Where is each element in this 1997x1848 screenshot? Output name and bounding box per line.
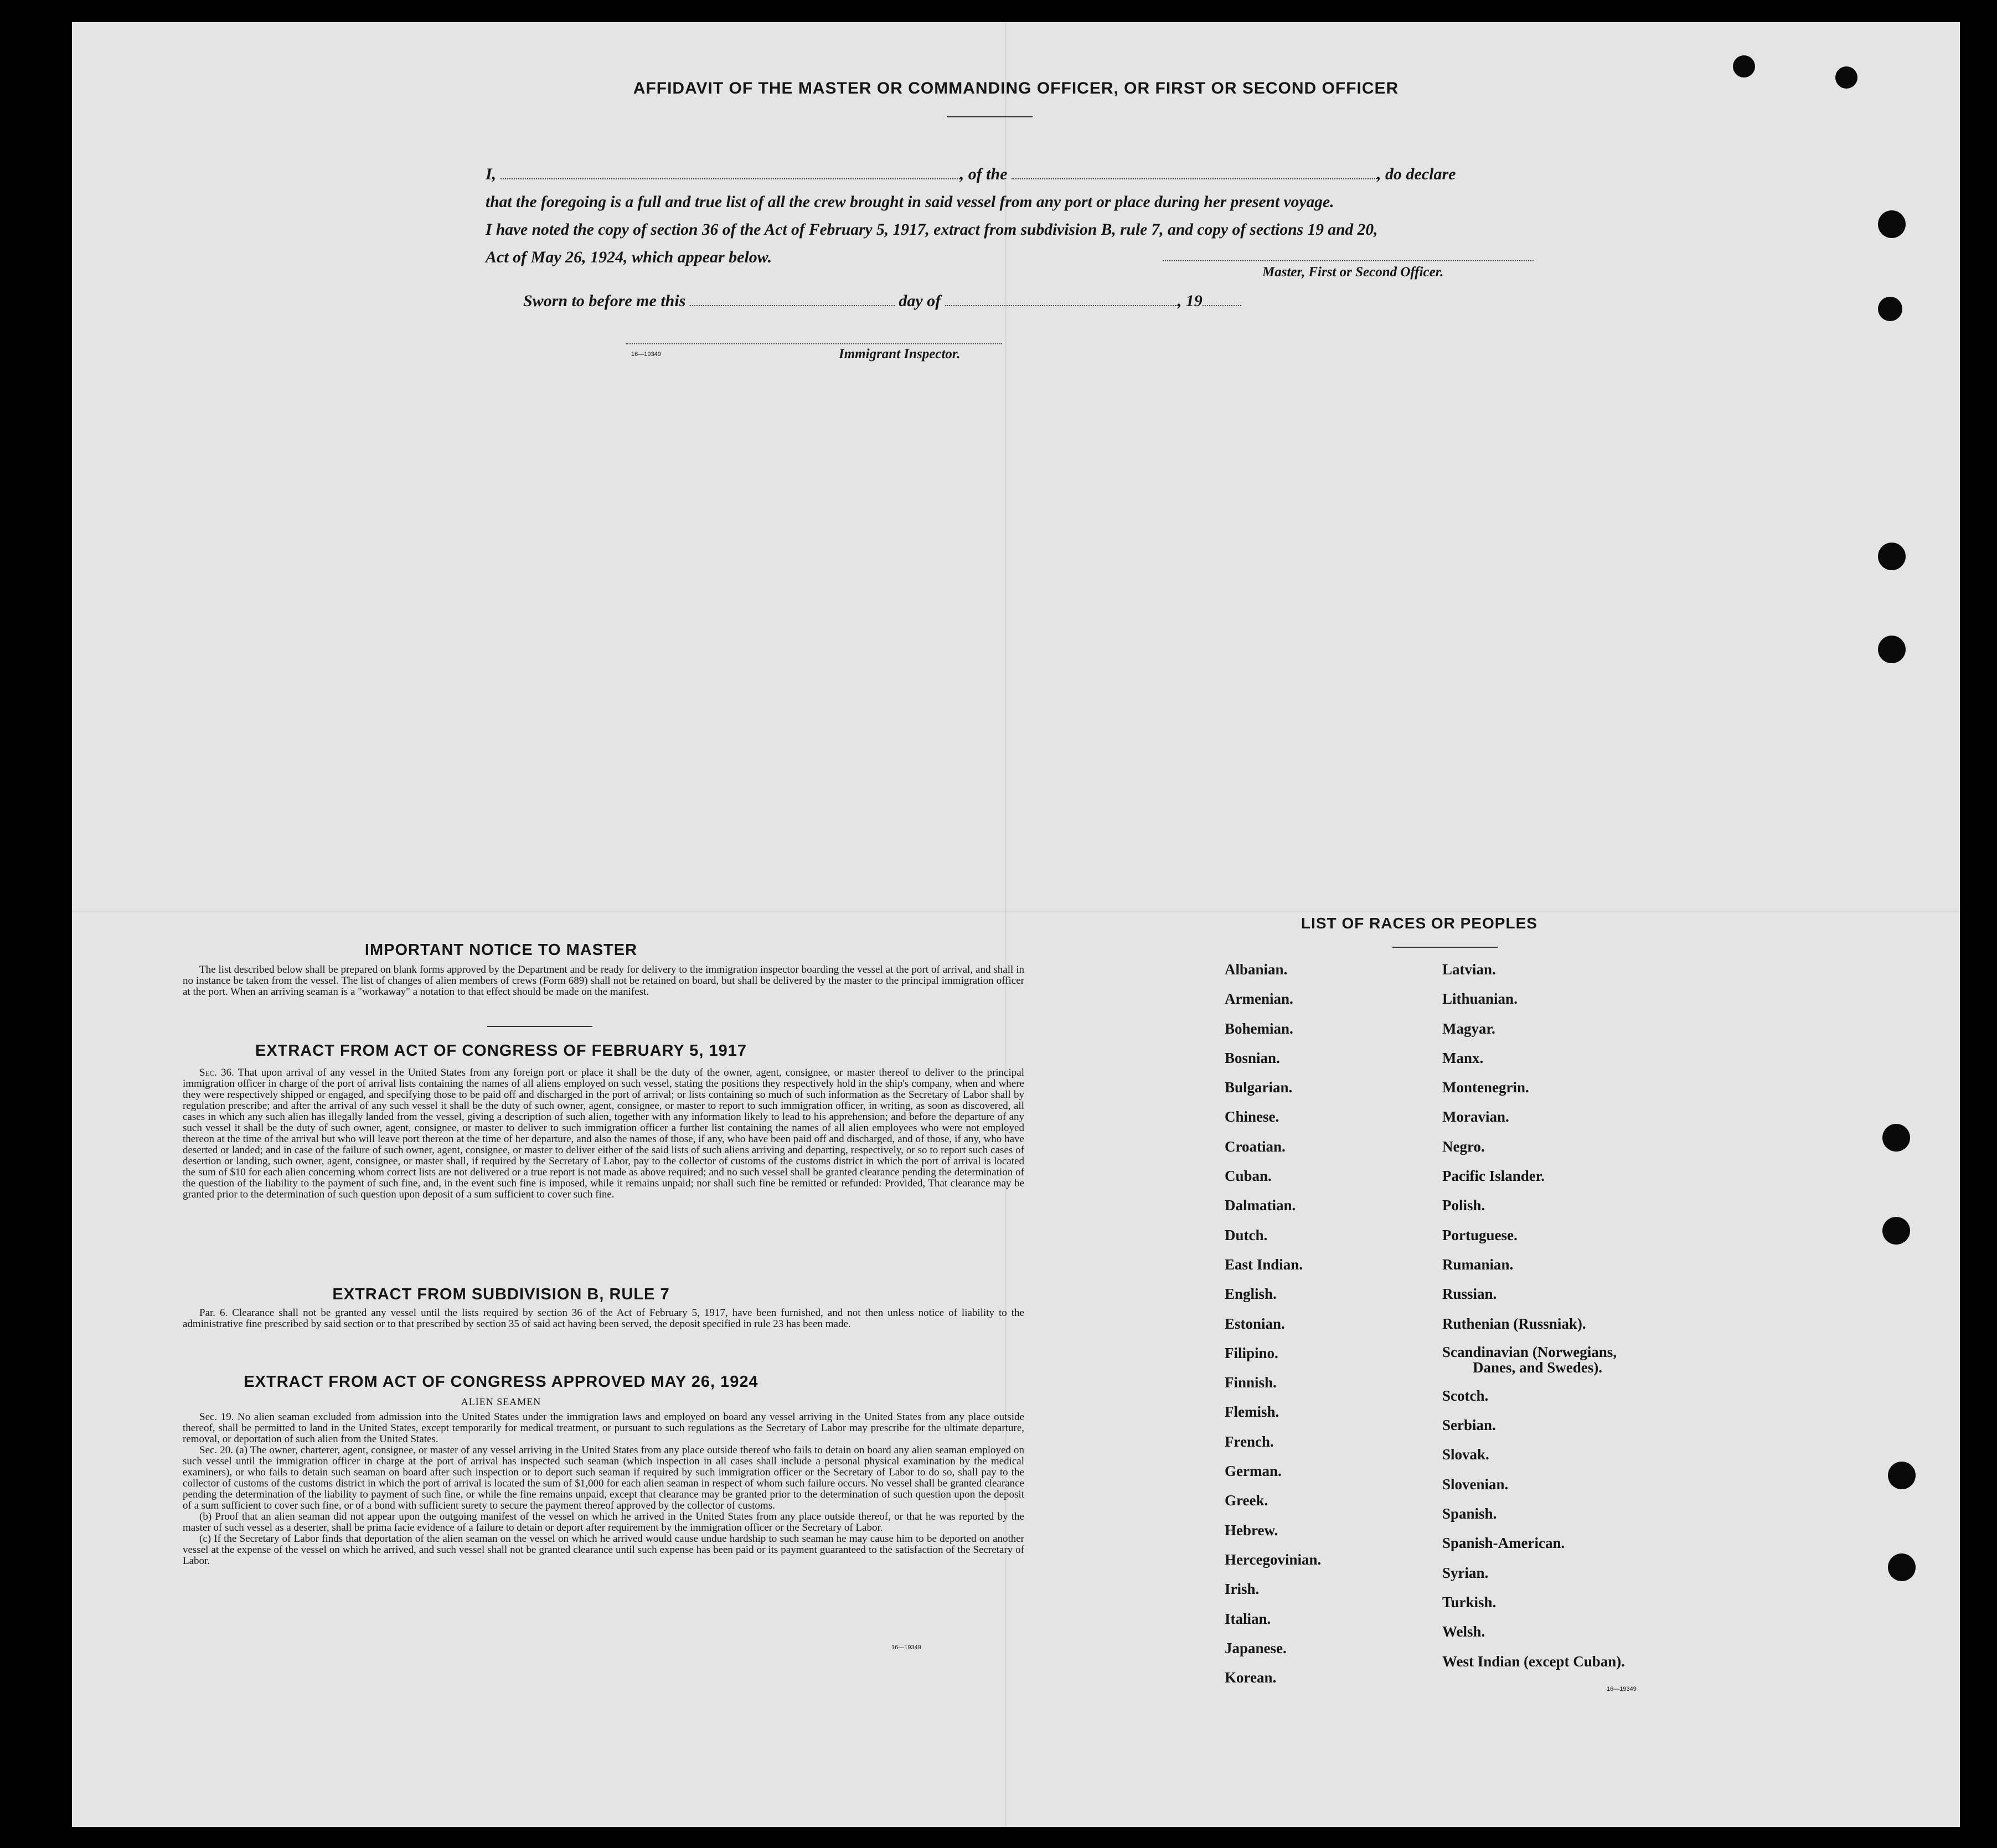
race-item: Chinese. — [1225, 1108, 1279, 1126]
extract-1917-title: EXTRACT FROM ACT OF CONGRESS OF FEBRUARY 5, 1917 — [255, 1042, 747, 1060]
races-right-column — [1442, 955, 1625, 1676]
master-signature-line[interactable] — [1163, 260, 1534, 261]
sworn-year-blank[interactable] — [1203, 291, 1241, 306]
punch-hole — [1878, 297, 1902, 321]
extract-1924-title: EXTRACT FROM ACT OF CONGRESS APPROVED MAY 26, 1924 — [244, 1373, 758, 1391]
scandinavian-line-2: Danes, and Swedes). — [1473, 1359, 1603, 1376]
races-left-column — [1225, 955, 1321, 1692]
affidavit-title: AFFIDAVIT OF THE MASTER OR COMMANDING OFFICER, OR FIRST OR SECOND OFFICER — [633, 79, 1399, 97]
race-item: Magyar. — [1442, 1020, 1495, 1037]
race-item: Montenegrin. — [1442, 1079, 1529, 1096]
punch-hole — [1882, 1124, 1910, 1152]
sworn-day-label: day of — [899, 292, 941, 310]
race-item: Russian. — [1442, 1286, 1497, 1303]
sec-36-label: Sec. 36. — [199, 1067, 234, 1078]
race-item: Japanese. — [1225, 1639, 1287, 1656]
notice-title: IMPORTANT NOTICE TO MASTER — [364, 941, 638, 959]
form-number-left: 16—19349 — [891, 1644, 921, 1651]
race-item: Hebrew. — [1225, 1521, 1278, 1539]
race-item: Cuban. — [1225, 1168, 1272, 1185]
punch-hole — [1733, 55, 1755, 78]
form-number-top: 16—19349 — [631, 351, 661, 358]
punch-hole — [1878, 210, 1906, 238]
race-item: East Indian. — [1225, 1256, 1303, 1273]
race-item: Dutch. — [1225, 1226, 1268, 1243]
race-item: Irish. — [1225, 1581, 1260, 1598]
punch-hole — [1882, 1217, 1910, 1245]
affidavit-i: I, — [486, 165, 497, 183]
race-item: Syrian. — [1442, 1564, 1489, 1581]
crease-line — [72, 911, 1960, 912]
race-item: Portuguese. — [1442, 1226, 1518, 1243]
race-item: Latvian. — [1442, 961, 1496, 978]
race-item: Manx. — [1442, 1049, 1484, 1066]
race-item: Slovak. — [1442, 1446, 1489, 1463]
extract-rule7-title: EXTRACT FROM SUBDIVISION B, RULE 7 — [332, 1286, 670, 1303]
race-item: Greek. — [1225, 1492, 1268, 1509]
race-item: Serbian. — [1442, 1417, 1496, 1434]
race-item: Albanian. — [1225, 961, 1288, 978]
race-item: Ruthenian (Russniak). — [1442, 1315, 1586, 1332]
document-page — [72, 22, 1960, 1827]
affidavit-do-declare: , do declare — [1377, 165, 1456, 183]
sworn-prefix: Sworn to before me this — [523, 292, 686, 310]
race-item: West Indian (except Cuban). — [1442, 1653, 1626, 1670]
affidavit-line-4: Act of May 26, 1924, which appear below. — [486, 248, 772, 266]
race-item: Finnish. — [1225, 1374, 1277, 1391]
race-item: Slovenian. — [1442, 1475, 1509, 1493]
sworn-year-label: , 19 — [1177, 292, 1203, 310]
vessel-blank[interactable] — [1012, 164, 1377, 179]
race-item: Filipino. — [1225, 1344, 1278, 1361]
race-item: Bulgarian. — [1225, 1079, 1293, 1096]
race-item: Scotch. — [1442, 1387, 1489, 1404]
race-item: Hercegovinian. — [1225, 1551, 1322, 1568]
master-label: Master, First or Second Officer. — [1262, 265, 1444, 280]
race-item: Armenian. — [1225, 990, 1293, 1008]
race-item-scandinavian — [1442, 1339, 1625, 1381]
sec-19-text: Sec. 19. No alien seaman excluded from admission into the United States under the immigration laws and employed on board any vessel arriving in the United States from any place outside thereof, shall be permitted to land in the United States, except temporarily for medical treatment, or pursuant to such regulations as the Secretary of Labor may prescribe for the ultimate departure, removal, or deportation of such alien from the United States. — [183, 1411, 1024, 1445]
race-item: English. — [1225, 1286, 1277, 1303]
race-item: Croatian. — [1225, 1138, 1286, 1155]
sworn-line — [523, 291, 1241, 311]
extract-rule7-text: Par. 6. Clearance shall not be granted any vessel until the lists required by section 36 of the Act of February 5, 1917, have been furnished, and not then unless notice of liability to the administrative fine prescribed by said section or to that prescribed by section 35 of said act having been served, the deposit specified in rule 23 has been made. — [183, 1307, 1024, 1330]
races-title: LIST OF RACES OR PEOPLES — [1301, 915, 1537, 932]
sec-36-text: That upon arrival of any vessel in the United States from any foreign port or place it shall be the duty of the owner, agent, consignee, or master thereof to deliver to the principal immigration officer in charge of the port of arrival lists containing the names of all aliens employed on such vessel, stating the positions they respectively hold in the ship's company, when and where they were respectively shipped or engaged, and specifying those to be paid off and discharged in the port of arrival; or lists containing so much of such information as the Secretary of Labor shall by regulation prescribe; and after the arrival of any such vessel it shall be the duty of such owner, agent, consignee, or master to report to such immigration officer, in writing, as soon as discovered, all cases in which any such alien has illegally landed from the vessel, giving a description of such alien, together with any information likely to lead to his apprehension; and before the departure of any such vessel it shall be the duty of such owner, agent, consignee, or master to deliver to such immigration officer a further list containing the names of all alien employees who were not employed thereon at the time of the arrival but who will leave port thereon at the time of her departure, and also the names of those, if any, who have been paid off and discharged, and of those, if any, who have deserted or landed; and in case of the failure of such owner, agent, consignee, or master to deliver either of the said lists of such aliens arriving and departing, respectively, or so to report such cases of desertion or landing, such owner, agent, consignee, or master shall, if required by the Secretary of Labor, pay to the collector of customs of the customs district in which the port of arrival is located the sum of $10 for each alien concerning whom correct lists are not delivered or a true report is not made as above required; and no such vessel shall be granted clearance pending the determination of the question of the liability to the payment of such fine, and, in the event such fine is imposed, while it remains unpaid; nor shall such fine be remitted or refunded: Provided, That clearance may be granted prior to the determination of such question upon deposit of a sum sufficient to cover such fine. — [183, 1067, 1024, 1200]
notice-rule — [487, 1026, 592, 1027]
sworn-day-blank[interactable] — [690, 291, 895, 306]
race-item: Flemish. — [1225, 1403, 1279, 1421]
affidavit-line-1 — [486, 161, 1587, 188]
race-item: Estonian. — [1225, 1315, 1285, 1332]
race-item: French. — [1225, 1433, 1274, 1450]
race-item: Spanish. — [1442, 1505, 1497, 1522]
affidavit-line-3: I have noted the copy of section 36 of the Act of February 5, 1917, extract from subdivision B, rule 7, and copy of sections 19 and 20, — [486, 221, 1378, 239]
punch-hole — [1878, 636, 1906, 663]
notice-text: The list described below shall be prepared on blank forms approved by the Department and be ready for delivery to the immigration inspector boarding the vessel at the port of arrival, and shall in no instance be taken from the vessel. The list of changes of alien members of crews (Form 689) shall not be retained on board, but shall be delivered by the master to the principal immigration officer at the port. When an arriving seaman is a "workaway" a notation to that effect should be made on the manifest. — [183, 964, 1024, 998]
form-number-right: 16—19349 — [1607, 1686, 1637, 1692]
race-item: Moravian. — [1442, 1108, 1509, 1126]
race-item: Rumanian. — [1442, 1256, 1514, 1273]
scandinavian-line-1: Scandinavian (Norwegians, — [1442, 1343, 1617, 1360]
alien-seamen-subtitle: ALIEN SEAMEN — [461, 1396, 541, 1407]
race-item: Negro. — [1442, 1138, 1485, 1155]
punch-hole — [1878, 543, 1906, 570]
punch-hole — [1888, 1553, 1916, 1581]
sec-20b-text: (b) Proof that an alien seaman did not appear upon the outgoing manifest of the vessel on which he arrived in the United States from any place outside thereof, or that he was reported by the master of such vessel as a deserter, shall be prima facie evidence of a failure to detain or deport after requirement by the immigration officer or the Secretary of Labor. — [183, 1511, 1024, 1534]
race-item: Dalmatian. — [1225, 1197, 1296, 1214]
race-item: Bosnian. — [1225, 1049, 1280, 1066]
race-item: Spanish-American. — [1442, 1535, 1565, 1552]
affidavit-statement — [486, 161, 1587, 271]
punch-hole — [1888, 1462, 1916, 1489]
races-rule — [1392, 947, 1498, 948]
inspector-signature-line[interactable] — [626, 343, 1002, 344]
race-item: Turkish. — [1442, 1593, 1497, 1610]
sec-20a-text: Sec. 20. (a) The owner, charterer, agent, consignee, or master of any vessel arriving in the United States from any place outside thereof who fails to detain on board any alien seaman employed on such vessel until the immigration officer in charge at the port of arrival has inspected such seaman (which inspection in all cases shall include a personal physical examination by the medical examiners), or who fails to detain such seaman on board after such inspection or to deport such seaman if required by such immigration officer or the Secretary of Labor to do so, shall pay to the collector of customs of the customs district in which the port of arrival is located the sum of $1,000 for each alien seaman in respect of whom such failure occurs. No vessel shall be granted clearance pending the determination of the liability to payment of such fine, or while the fine remains unpaid, except that clearance may be granted prior to the determination of such question upon the deposit of a sum sufficient to cover such fine, or of a bond with sufficient surety to secure the payment thereof approved by the collector of customs. — [183, 1444, 1024, 1511]
race-item: Korean. — [1225, 1669, 1277, 1686]
race-item: Welsh. — [1442, 1623, 1485, 1640]
race-item: Italian. — [1225, 1610, 1271, 1627]
title-rule — [947, 116, 1033, 117]
affidavit-of-the: , of the — [959, 165, 1008, 183]
race-item: German. — [1225, 1463, 1282, 1480]
name-blank[interactable] — [500, 164, 960, 179]
race-item: Polish. — [1442, 1197, 1485, 1214]
extract-1917-text — [183, 1067, 1024, 1200]
race-item: Pacific Islander. — [1442, 1168, 1545, 1185]
race-item: Bohemian. — [1225, 1020, 1293, 1037]
inspector-label: Immigrant Inspector. — [839, 347, 961, 362]
sworn-month-blank[interactable] — [945, 291, 1178, 306]
race-item: Lithuanian. — [1442, 990, 1518, 1008]
extract-1924-text — [183, 1412, 1024, 1567]
sec-20c-text: (c) If the Secretary of Labor finds that deportation of the alien seaman on the vessel on which he arrived would cause undue hardship to such seaman he may cause him to be deported on another vessel at the expense of the vessel on which he arrived, and such vessel shall not be granted clearance until such expense has been paid or its payment guaranteed to the satisfaction of the Secretary of Labor. — [183, 1533, 1024, 1567]
affidavit-line-2: that the foregoing is a full and true list of all the crew brought in said vessel from any port or place during her present voyage. — [486, 193, 1334, 211]
